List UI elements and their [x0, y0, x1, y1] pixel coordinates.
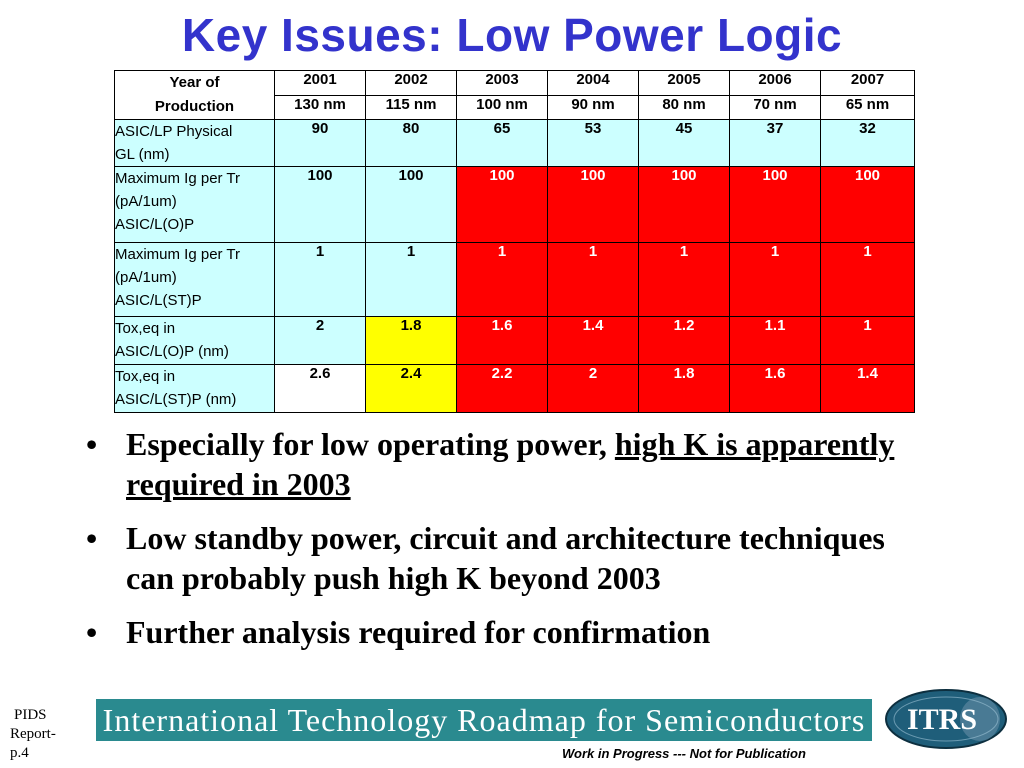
- table-cell: 2.2: [457, 365, 548, 413]
- table-row: [115, 365, 915, 413]
- bullet-item: [80, 424, 910, 504]
- row-label-line: GL (nm): [115, 146, 170, 163]
- table-cell: 53: [548, 120, 639, 167]
- table-cell: 1: [821, 317, 915, 365]
- bullet-text: Especially for low operating power,: [126, 426, 615, 462]
- year-of-production-header: [115, 71, 275, 120]
- table-row: [115, 243, 915, 317]
- table-cell: 100: [639, 167, 730, 243]
- bullet-dot-icon: •: [86, 614, 98, 650]
- table-cell: 1.4: [548, 317, 639, 365]
- row-label: [115, 120, 275, 167]
- row-label: [115, 167, 275, 243]
- bullet-list: [80, 424, 910, 666]
- row-label-line: Tox,eq in: [115, 320, 176, 337]
- row-label: [115, 365, 275, 413]
- table-cell: 2: [548, 365, 639, 413]
- report-reference: [10, 706, 90, 763]
- row-label: [115, 243, 275, 317]
- table-row: [115, 167, 915, 243]
- bullet-item: [80, 518, 910, 598]
- row-label-line: ASIC/L(ST)P (nm): [115, 391, 237, 408]
- table-cell: 1.6: [457, 317, 548, 365]
- node-header-2: 100 nm: [457, 95, 548, 120]
- table-cell: 1.2: [639, 317, 730, 365]
- bullet-emphasis: high K is apparently required in 2003: [126, 426, 895, 502]
- year-header-3: 2004: [548, 71, 639, 96]
- table-cell: 1.1: [730, 317, 821, 365]
- row-label-line: ASIC/L(O)P: [115, 216, 195, 233]
- table-cell: 32: [821, 120, 915, 167]
- roadmap-table: [114, 70, 915, 413]
- bullet-dot-icon: •: [86, 520, 98, 556]
- header-label-line1: Year of: [169, 74, 220, 91]
- table-cell: 100: [548, 167, 639, 243]
- table-cell: 80: [366, 120, 457, 167]
- row-label-line: Maximum Ig per Tr: [115, 170, 241, 187]
- table-cell: 1: [457, 243, 548, 317]
- table-cell: 45: [639, 120, 730, 167]
- slide-title: Key Issues: Low Power Logic: [181, 9, 843, 61]
- row-label: [115, 317, 275, 365]
- row-label-line: ASIC/L(ST)P: [115, 292, 202, 309]
- table-cell: 65: [457, 120, 548, 167]
- itrs-logo-text: ITRS: [906, 703, 978, 736]
- year-header-2: 2003: [457, 71, 548, 96]
- table-cell: 1.4: [821, 365, 915, 413]
- header-label-line2: Production: [154, 98, 235, 115]
- row-label-line: (pA/1um): [115, 269, 177, 286]
- bullet-item: [80, 612, 910, 652]
- table-cell: 1: [821, 243, 915, 317]
- bullet-dot-icon: •: [86, 426, 98, 462]
- year-header-1: 2002: [366, 71, 457, 96]
- table-cell: 1.8: [366, 317, 457, 365]
- year-header-6: 2007: [821, 71, 915, 96]
- table-cell: 1: [275, 243, 366, 317]
- work-in-progress-note: Work in Progress --- Not for Publication: [562, 746, 806, 761]
- table-cell: 100: [730, 167, 821, 243]
- table-cell: 90: [275, 120, 366, 167]
- node-header-1: 115 nm: [366, 95, 457, 120]
- report-line2: Report-: [10, 726, 56, 742]
- table-row: [115, 120, 915, 167]
- itrs-banner: International Technology Roadmap for Semiconductors: [96, 699, 872, 741]
- node-header-6: 65 nm: [821, 95, 915, 120]
- table-cell: 1: [366, 243, 457, 317]
- row-label-line: ASIC/L(O)P (nm): [115, 343, 229, 360]
- table-cell: 1.6: [730, 365, 821, 413]
- table-cell: 100: [366, 167, 457, 243]
- table-cell: 100: [457, 167, 548, 243]
- table-cell: 1: [548, 243, 639, 317]
- table-cell: 37: [730, 120, 821, 167]
- table-row: [115, 317, 915, 365]
- bullet-text: Low standby power, circuit and architecture techniques can probably push high K beyond 2003: [126, 520, 885, 596]
- table-cell: 100: [275, 167, 366, 243]
- table-cell: 2: [275, 317, 366, 365]
- table-cell: 2.4: [366, 365, 457, 413]
- table-cell: 100: [821, 167, 915, 243]
- bullet-text: Further analysis required for confirmation: [126, 614, 711, 650]
- year-header-4: 2005: [639, 71, 730, 96]
- table-cell: 1.8: [639, 365, 730, 413]
- report-line3: p.4: [10, 745, 29, 761]
- table-cell: 1: [730, 243, 821, 317]
- year-header-5: 2006: [730, 71, 821, 96]
- table-cell: 2.6: [275, 365, 366, 413]
- node-header-3: 90 nm: [548, 95, 639, 120]
- row-label-line: Maximum Ig per Tr: [115, 246, 241, 263]
- itrs-logo: [884, 688, 1008, 750]
- table-cell: 1: [639, 243, 730, 317]
- node-header-0: 130 nm: [275, 95, 366, 120]
- row-label-line: ASIC/LP Physical: [115, 123, 233, 140]
- report-line1: PIDS: [14, 707, 47, 723]
- year-header-0: 2001: [275, 71, 366, 96]
- node-header-4: 80 nm: [639, 95, 730, 120]
- row-label-line: Tox,eq in: [115, 368, 176, 385]
- node-header-5: 70 nm: [730, 95, 821, 120]
- row-label-line: (pA/1um): [115, 193, 177, 210]
